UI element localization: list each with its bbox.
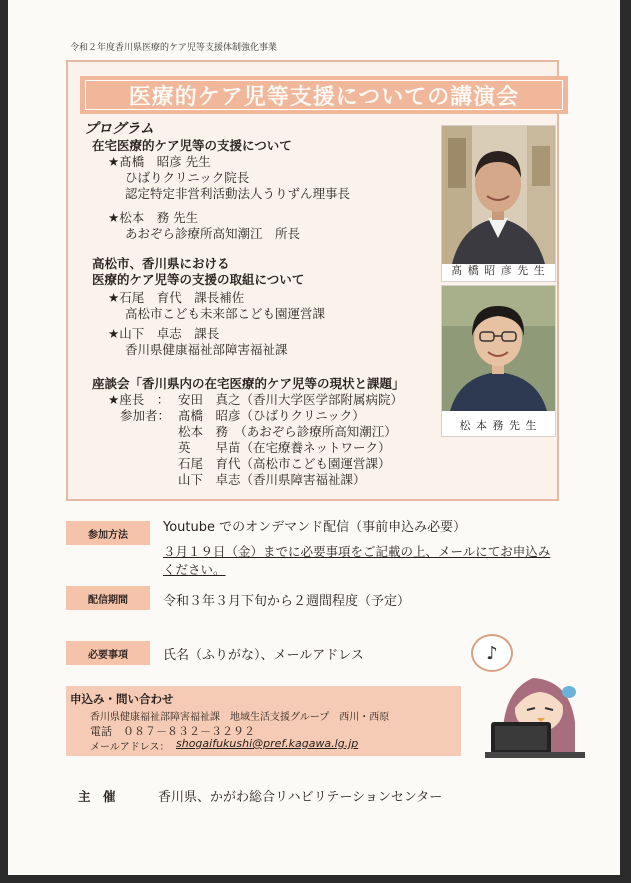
contact-box — [66, 686, 461, 756]
panel-title: 座談会「香川県内の在宅医療的ケア児等の現状と課題」 — [92, 376, 405, 391]
session2-affiliation-1: 高松市こども未来部こども園運営課 — [125, 306, 326, 321]
talk2-affiliation: あおぞら診療所高知潮江 所長 — [125, 226, 301, 241]
participant: 英 早苗（在宅療養ネットワーク） — [178, 440, 391, 455]
session2-affiliation-2: 香川県健康福祉部障害福祉課 — [125, 342, 288, 357]
girl-laptop-illustration — [483, 652, 593, 762]
speaker-photo-matsumoto — [441, 285, 556, 437]
title-banner — [80, 76, 568, 114]
session2-speaker-1: ★石尾 育代 課長補佐 — [108, 290, 245, 305]
talk1-speaker: ★髙橋 昭彦 先生 — [108, 154, 211, 169]
program-heading: プログラム — [84, 121, 154, 137]
method-line-1: Youtube でのオンデマンド配信（事前申込み必要） — [163, 520, 467, 535]
caption-takahashi: 髙 橋 昭 彦 先 生 — [451, 264, 546, 277]
contact-heading: 申込み・問い合わせ — [70, 692, 174, 706]
method-line-3: ください。 — [163, 562, 226, 577]
session2-title-2: 医療的ケア児等の支援の取組について — [92, 272, 305, 287]
talk1-affiliation-1: ひばりクリニック院長 — [125, 170, 250, 185]
period-text: 令和３年３月下旬から２週間程度（予定） — [163, 594, 411, 609]
period-label: 配信期間 — [66, 586, 150, 610]
portrait-takahashi — [442, 126, 555, 264]
speaker-photo-takahashi — [441, 125, 556, 282]
contact-department: 香川県健康福祉部障害福祉課 地域生活支援グループ 西川・西原 — [90, 712, 390, 723]
participants-role: 参加者： — [120, 408, 171, 423]
method-label: 参加方法 — [66, 521, 150, 545]
participant: 石尾 育代（高松市こども園運営課） — [178, 456, 391, 471]
talk1-title: 在宅医療的ケア児等の支援について — [92, 138, 292, 153]
talk2-speaker: ★松本 務 先生 — [108, 210, 199, 225]
chair-name: 安田 真之（香川大学医学部附属病院） — [178, 392, 404, 407]
flyer-page — [8, 0, 620, 875]
chair-role: ★座長 ： — [108, 392, 170, 407]
organizer-label: 主 催 — [78, 789, 116, 804]
contact-phone: 電話 ０８７－８３２－３２９２ — [90, 725, 255, 738]
talk1-affiliation-2: 認定特定非営利活動法人うりずん理事長 — [125, 186, 351, 201]
session2-speaker-2: ★山下 卓志 課長 — [108, 326, 220, 341]
email-label: メールアドレス： — [90, 742, 170, 753]
participant: 松本 務 （あおぞら診療所高知潮江） — [178, 424, 397, 439]
participant: 髙橋 昭彦（ひばりクリニック） — [178, 408, 365, 423]
required-label: 必要事項 — [66, 641, 150, 665]
participant: 山下 卓志（香川県障害福祉課） — [178, 472, 366, 487]
portrait-matsumoto — [442, 286, 555, 411]
email-link[interactable]: shogaifukushi@pref.kagawa.lg.jp — [176, 737, 359, 750]
caption-matsumoto: 松 本 務 先 生 — [459, 419, 538, 432]
music-note-icon: ♪ — [471, 634, 513, 672]
organizer-text: 香川県、かがわ総合リハビリテーションセンター — [158, 790, 443, 805]
required-text: 氏名（ふりがな）、メールアドレス — [163, 648, 364, 663]
header-note: 令和２年度香川県医療的ケア児等支援体制強化事業 — [70, 43, 278, 53]
method-line-2: ３月１９日（金）までに必要事項をご記載の上、メールにてお申込み — [163, 544, 551, 559]
event-title: 医療的ケア児等支援についての講演会 — [85, 80, 563, 110]
session2-title-1: 高松市、香川県における — [92, 256, 230, 271]
